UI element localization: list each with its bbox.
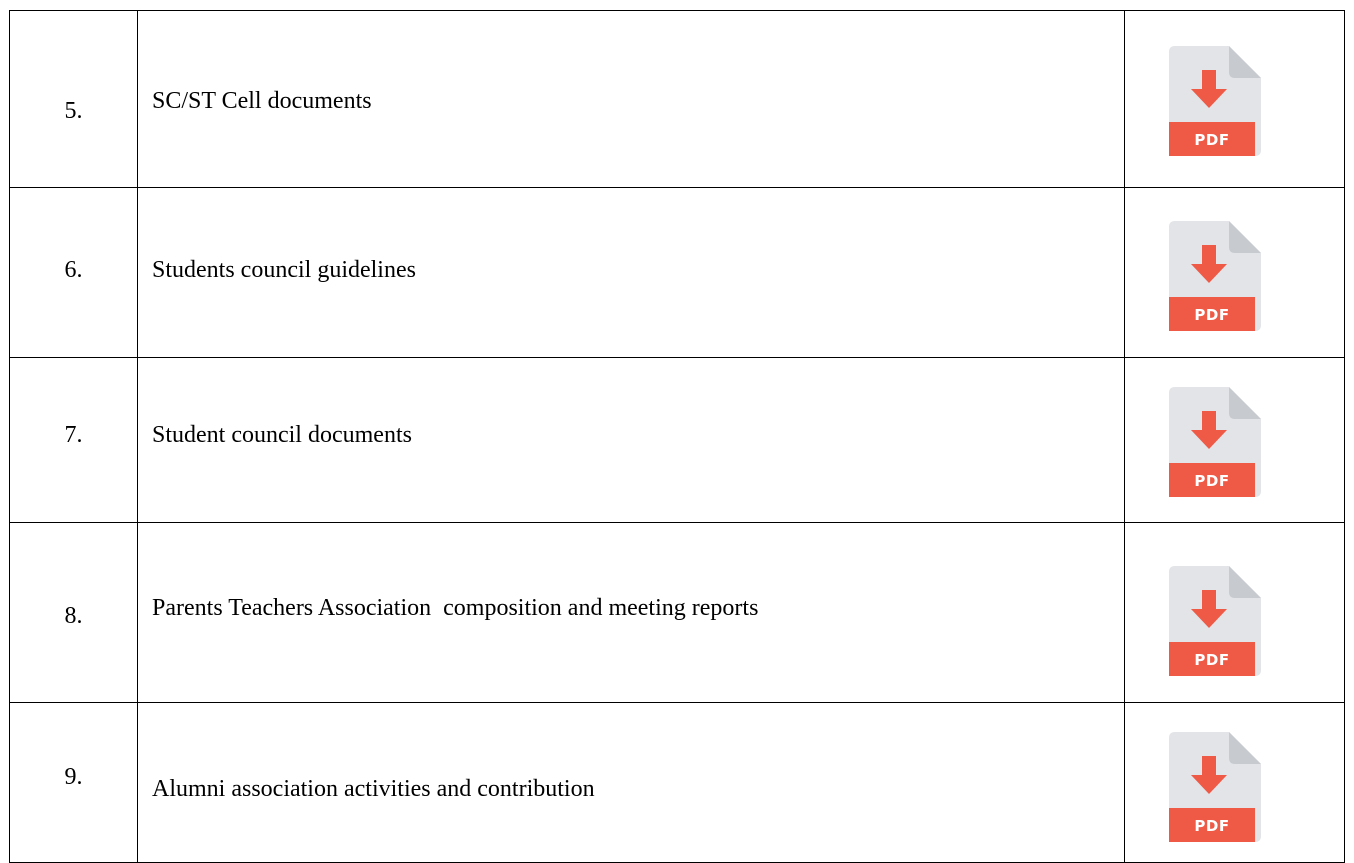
document-title-cell <box>138 11 1125 188</box>
row-number: 8. <box>64 602 83 629</box>
document-title: Student council documents <box>152 422 412 448</box>
row-number-cell <box>10 523 138 703</box>
pdf-download-icon <box>1169 221 1261 331</box>
pdf-download-link[interactable] <box>1169 387 1261 497</box>
pdf-download-icon <box>1169 387 1261 497</box>
document-title-cell <box>138 358 1125 523</box>
pdf-download-link[interactable] <box>1169 46 1261 156</box>
pdf-download-link[interactable] <box>1169 566 1261 676</box>
document-title: SC/ST Cell documents <box>152 88 372 114</box>
download-cell <box>1125 703 1345 863</box>
row-number-cell <box>10 11 138 188</box>
row-number: 5. <box>64 98 83 124</box>
pdf-label: PDF <box>1194 472 1230 490</box>
pdf-download-icon <box>1169 732 1261 842</box>
document-title: Students council guidelines <box>152 256 416 283</box>
table-row <box>10 188 1345 358</box>
table-row <box>10 703 1345 863</box>
document-title: Parents Teachers Association composition and meeting reports <box>152 594 759 621</box>
table-row <box>10 523 1345 703</box>
table-row <box>10 11 1345 188</box>
download-cell <box>1125 188 1345 358</box>
row-number: 7. <box>64 422 83 448</box>
row-number-cell <box>10 358 138 523</box>
row-number-cell <box>10 703 138 863</box>
documents-table <box>9 10 1345 863</box>
row-number: 6. <box>64 256 83 283</box>
document-title: Alumni association activities and contribution <box>152 775 595 802</box>
pdf-download-link[interactable] <box>1169 732 1261 842</box>
pdf-download-link[interactable] <box>1169 221 1261 331</box>
document-title-cell <box>138 188 1125 358</box>
pdf-label: PDF <box>1194 650 1230 669</box>
pdf-download-icon <box>1169 566 1261 676</box>
pdf-label: PDF <box>1194 131 1230 149</box>
row-number: 9. <box>64 763 83 790</box>
download-cell <box>1125 358 1345 523</box>
document-title-cell <box>138 703 1125 863</box>
pdf-label: PDF <box>1194 305 1230 324</box>
row-number-cell <box>10 188 138 358</box>
download-cell <box>1125 523 1345 703</box>
download-cell <box>1125 11 1345 188</box>
table-row <box>10 358 1345 523</box>
document-title-cell <box>138 523 1125 703</box>
pdf-download-icon <box>1169 46 1261 156</box>
pdf-label: PDF <box>1194 816 1230 835</box>
